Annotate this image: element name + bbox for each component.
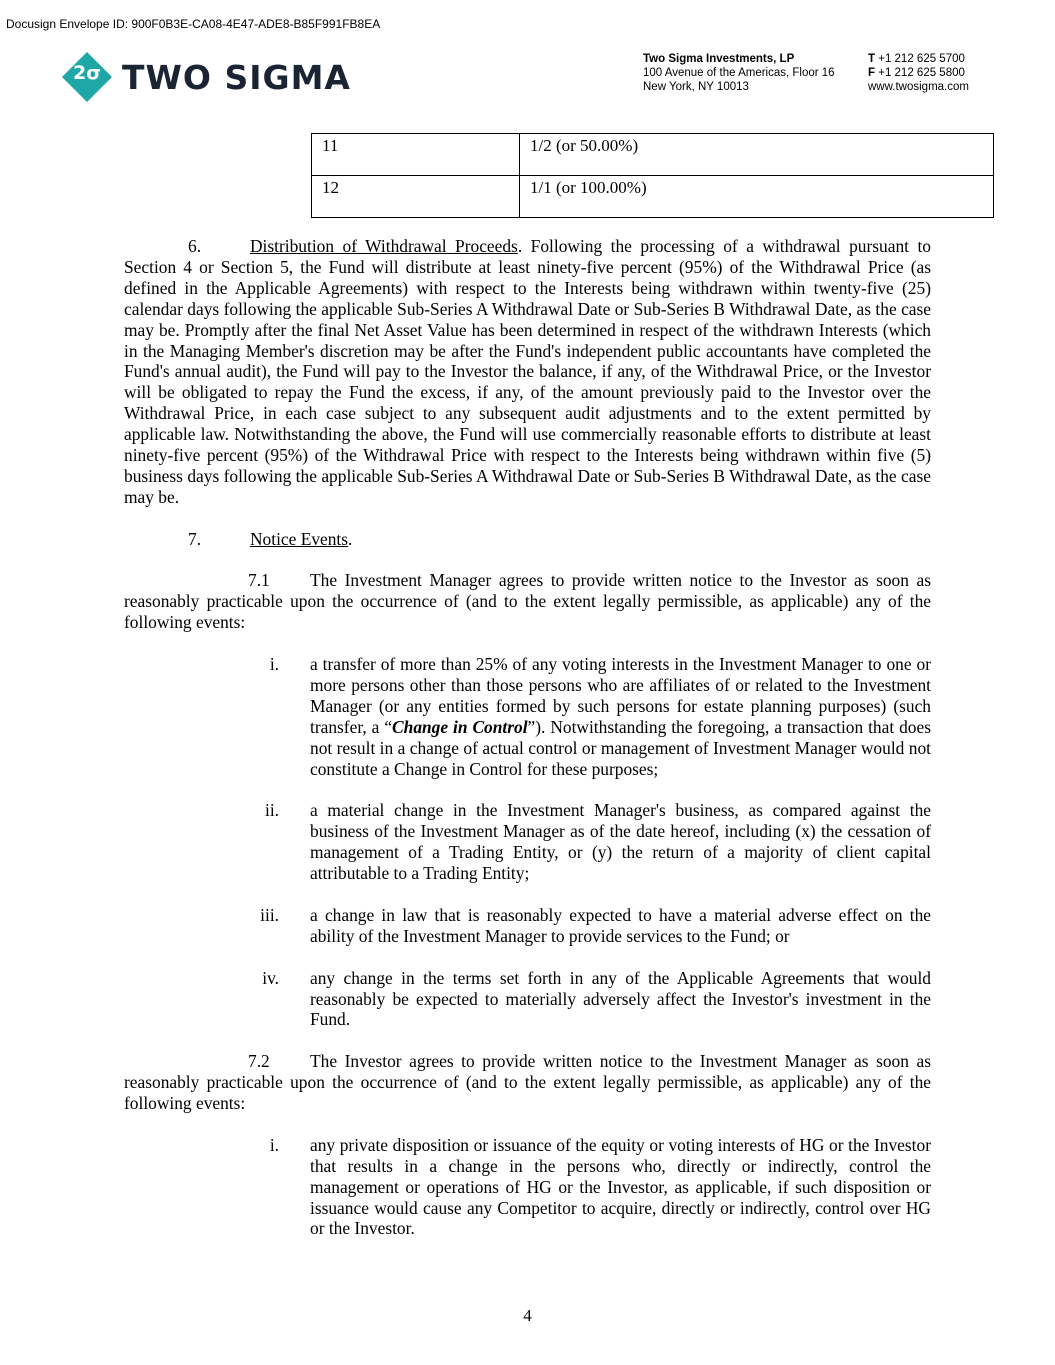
list-item-text: a change in law that is reasonably expected to have a material adverse effect on the ability of the Investment Manager to provide services to the Fund; or (310, 904, 931, 946)
phone-number: +1 212 625 5700 (878, 53, 965, 65)
section-7-heading: Notice Events (250, 528, 349, 549)
table-row (312, 134, 994, 176)
list-item (124, 905, 931, 947)
list-item-text-pre: a transfer of more than 25% of any voting interests in the Investment Manager to one or more persons other than those persons who are affiliates of or related to the Investment Manager (or any entities formed by such persons for estate planning purposes) (such transfer, a “ (310, 654, 931, 737)
fax-number: +1 212 625 5800 (878, 67, 965, 79)
section-7-2-paragraph (124, 1051, 931, 1114)
withdrawal-schedule-table (311, 133, 994, 218)
list-item-text-post: ”). Notwithstanding the foregoing, a transaction that does not result in a change of actual control or management of Investment Manager would not constitute a Change in Control for these purposes; (310, 716, 931, 779)
list-item (124, 800, 931, 884)
section-7-period: . (348, 528, 353, 549)
table-cell: 11 (312, 134, 520, 176)
section-7-1-number: 7.1 (248, 570, 270, 591)
company-contact (868, 52, 969, 94)
list-item (124, 1135, 931, 1240)
logo-wordmark: TWO SIGMA (122, 57, 351, 97)
list-item-text: a material change in the Investment Manager's business, as compared against the business of the Investment Manager as of the date hereof, including (x) the cessation of management of a Trading Entity, or (y) the return of a majority of client capital attributable to a Trading Entity; (310, 800, 931, 884)
address-line-2: New York, NY 10013 (643, 81, 749, 93)
docusign-envelope-id: Docusign Envelope ID: 900F0B3E-CA08-4E47-ADE8-B85F991FB8EA (6, 17, 381, 31)
table-cell: 12 (312, 176, 520, 218)
phone-label: T (868, 53, 876, 65)
table-row (312, 176, 994, 218)
logo-symbol: 2σ (72, 62, 102, 84)
list-item-number: iv. (262, 967, 279, 988)
section-6-heading: Distribution of Withdrawal Proceeds (250, 236, 518, 256)
table-cell: 1/2 (or 50.00%) (520, 134, 994, 176)
address-line-1: 100 Avenue of the Americas, Floor 16 (643, 67, 835, 79)
section-6-number: 6. (188, 236, 202, 256)
list-item-number: iii. (260, 904, 279, 925)
list-item-number: i. (269, 1134, 279, 1155)
phone-line (868, 52, 969, 66)
list-item (124, 654, 931, 779)
section-7-1-paragraph (124, 570, 931, 633)
logo-diamond-icon (62, 52, 112, 102)
page-number: 4 (523, 1306, 532, 1325)
section-7-heading-line (124, 529, 931, 550)
list-item-number: ii. (264, 800, 279, 821)
two-sigma-logo (62, 52, 351, 102)
table-cell: 1/1 (or 100.00%) (520, 176, 994, 218)
list-item-text: any change in the terms set forth in any of the Applicable Agreements that would reasonably be expected to materially adversely affect the Investor's investment in the Fund. (310, 967, 931, 1030)
company-address (643, 52, 835, 94)
section-7-1-text: The Investment Manager agrees to provide written notice to the Investor as soon as reasonably practicable upon the occurrence of (and to the extent legally permissible, as applicable) any of the following events: (124, 570, 931, 633)
company-name: Two Sigma Investments, LP (643, 53, 795, 65)
fax-line (868, 66, 969, 80)
section-7-2-text: The Investor agrees to provide written notice to the Investment Manager as soon as reasonably practicable upon the occurrence of (and to the extent legally permissible, as applicable) any of the following events: (124, 1051, 931, 1114)
website: www.twosigma.com (868, 81, 969, 93)
fax-label: F (868, 67, 876, 79)
document-body (124, 236, 931, 1260)
list-item (124, 968, 931, 1031)
section-7-2-number: 7.2 (248, 1051, 270, 1072)
list-item-number: i. (269, 654, 279, 675)
list-item-text: any private disposition or issuance of the equity or voting interests of HG or the Investor that results in a change in the persons who, directly or indirectly, control the management or operations of HG or the Investor, as applicable, if such disposition or issuance would cause any Competitor to acquire, directly or indirectly, control over HG or the Investor. (310, 1134, 931, 1239)
section-6-text: . Following the processing of a withdrawal pursuant to Section 4 or Section 5, the Fund will distribute at least ninety-five percent (95%) of the Withdrawal Price (as defined in the Applicable Agreements) with respect to the Interests being withdrawn within twenty-five (25) calendar days following the applicable Sub-Series A Withdrawal Date or Sub-Series B Withdrawal Date, as the case may be. Promptly after the final Net Asset Value has been determined in respect of the withdrawn Interests (which in the Managing Member's discretion may be after the Fund's independent public accountants have completed the Fund's annual audit), the Fund will pay to the Investor the balance, if any, of the Withdrawal Price, or the Investor will be obligated to repay the Fund the excess, if any, of the amount previously paid to the Investor over the Withdrawal Price, in each case subject to any subsequent audit adjustments and to the extent permitted by applicable law. Notwithstanding the above, the Fund will use commercially reasonable efforts to distribute at least ninety-five percent (95%) of the Withdrawal Price with respect to the Interests being withdrawn within five (5) business days following the applicable Sub-Series A Withdrawal Date or Sub-Series B Withdrawal Date, as the case may be. (124, 236, 931, 507)
section-7-number: 7. (188, 528, 202, 549)
section-6-paragraph (124, 236, 931, 508)
defined-term: Change in Control (392, 716, 528, 737)
